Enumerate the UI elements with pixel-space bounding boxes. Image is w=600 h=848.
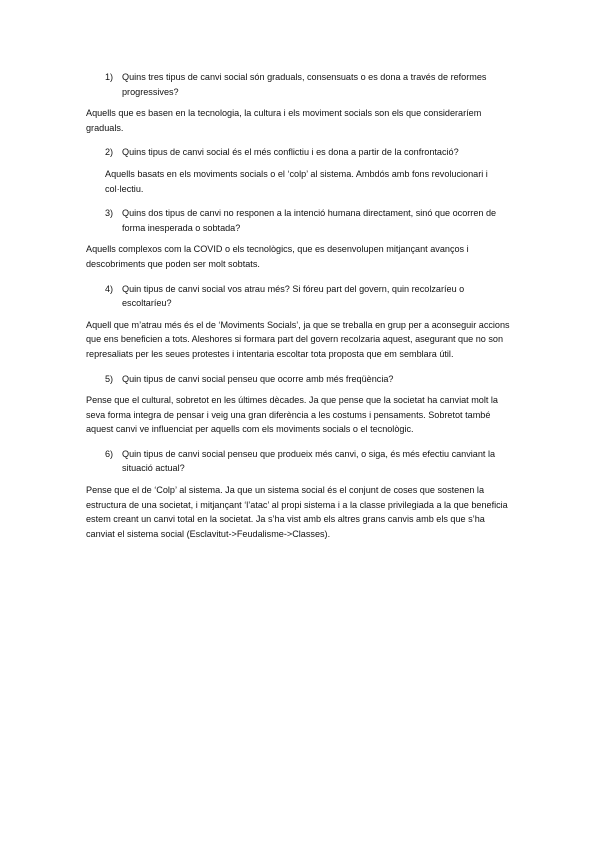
question-text: Quins tipus de canvi social és el més conflictiu i es dona a partir de la confrontació?: [122, 147, 459, 158]
question-number: 5): [105, 373, 114, 384]
question-4: [105, 282, 516, 311]
question-3: [105, 206, 516, 235]
question-number: 3): [105, 208, 114, 219]
question-number: 2): [105, 147, 114, 158]
answer-4: Aquell que m’atrau més és el de ‘Moviments Socials’, ja que se treballa en grup per a aconseguir accions que ens beneficien a tots. Aleshores si formara part del govern recolzaria aquest, asegurant que no son represaliats per les seues protestes i intentaria escoltar tota proposta que em semblara útil.: [86, 319, 510, 359]
answer-3: Aquells complexos com la COVID o els tecnològics, que es desenvolupen mitjançant avanços i descobriments que poden ser molt sobtats.: [86, 244, 469, 269]
document-body: [86, 70, 516, 541]
question-number: 1): [105, 72, 114, 82]
question-text: Quin tipus de canvi social vos atrau més? Si fóreu part del govern, quin recolzaríeu o escoltaríeu?: [122, 283, 465, 309]
question-number: 4): [105, 283, 114, 294]
answer-6: Pense que el de ‘Colp’ al sistema. Ja que un sistema social és el conjunt de coses que sostenen la estructura de una societat, i mitjançant ‘l’atac’ al propi sistema i a la classe privilegiada a la que beneficia estem creant un canvi total en la societat. Ja s’ha vist amb els altres grans canvis amb els que s’ha canviat el sistema social (Esclavitut->Feudalisme->Classes).: [86, 485, 508, 539]
question-text: Quins dos tipus de canvi no responen a la intenció humana directament, sinó que ocorren de forma inesperada o sobtada?: [122, 208, 497, 233]
question-5: [105, 372, 516, 387]
question-text: Quin tipus de canvi social penseu que produeix més canvi, o siga, és més efectiu canviant la situació actual?: [122, 448, 496, 474]
question-text: Quin tipus de canvi social penseu que ocorre amb més freqüència?: [122, 373, 394, 384]
question-2: [105, 145, 516, 160]
question-1: [105, 70, 516, 99]
answer-1: Aquells que es basen en la tecnologia, la cultura i els moviment socials son els que consideraríem graduals.: [86, 108, 482, 133]
question-text: Quins tres tipus de canvi social són graduals, consensuats o es dona a través de reformes progressives?: [122, 72, 487, 97]
question-6: [105, 447, 516, 476]
question-number: 6): [105, 448, 114, 459]
answer-5: Pense que el cultural, sobretot en les últimes dècades. Ja que pense que la societat ha canviat molt la seva forma integra de pensar i veig una gran diferència a les costums i pensaments. Sobretot també aquest canvi ve influenciat per aquells com els moviments socials o el tecnològic.: [86, 395, 498, 435]
answer-2: Aquells basats en els moviments socials o el ‘colp’ al sistema. Ambdós amb fons revolucionari i col·lectiu.: [105, 168, 488, 194]
